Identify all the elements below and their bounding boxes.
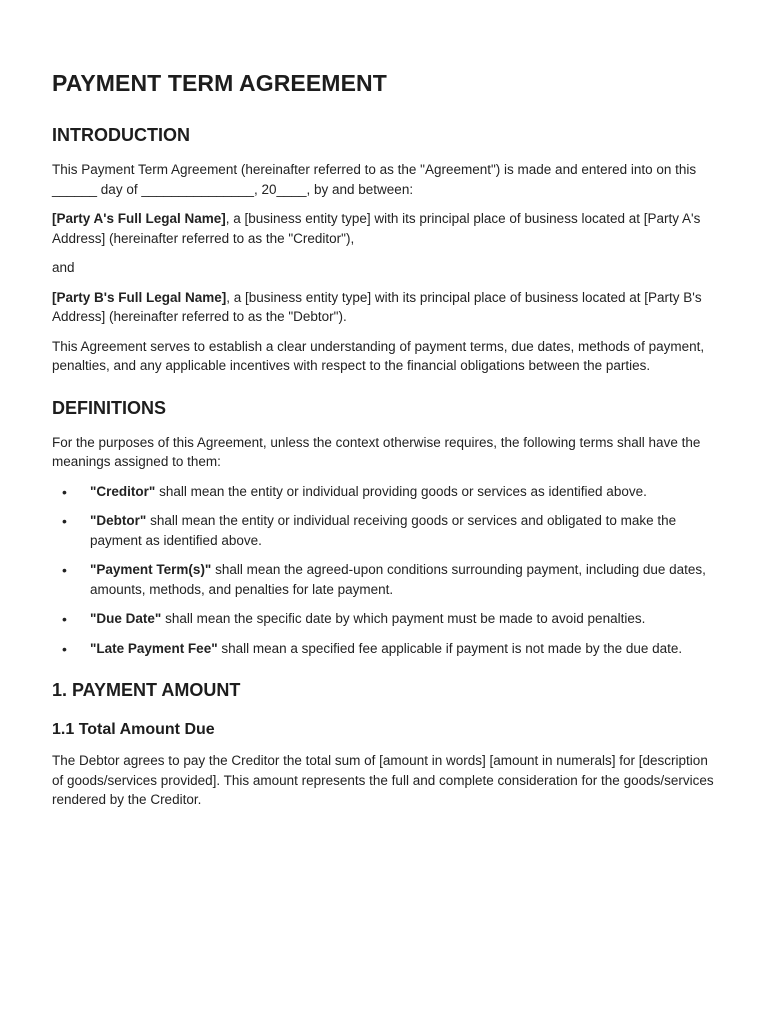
definition-term: "Payment Term(s)" [90, 562, 212, 577]
introduction-paragraph: This Payment Term Agreement (hereinafter referred to as the "Agreement") is made and entered into on this ______ day of _______________, 20____, by and between: [52, 162, 697, 197]
definition-text: shall mean the agreed-upon conditions surrounding payment, including due dates, amounts, methods, and penalties for late payment. [90, 562, 706, 597]
definition-term: "Due Date" [90, 611, 162, 626]
definition-item [90, 639, 718, 659]
introduction-section [52, 125, 718, 376]
party-a-name: [Party A's Full Legal Name] [52, 211, 226, 226]
and-paragraph: and [52, 260, 75, 275]
definition-term: "Creditor" [90, 483, 156, 499]
definitions-heading: DEFINITIONS [52, 397, 167, 418]
introduction-heading: INTRODUCTION [52, 125, 190, 145]
total-amount-paragraph: The Debtor agrees to pay the Creditor the total sum of [amount in words] [amount in numerals] for [description of goods/services provided]. This amount represents the full and complete consideration for the goods/services rendered by the Creditor. [52, 753, 714, 807]
definition-item [90, 482, 718, 502]
definition-text: shall mean the entity or individual receiving goods or services and obligated to make the payment as identified above. [90, 513, 677, 548]
total-amount-due-heading: 1.1 Total Amount Due [52, 721, 215, 738]
definition-text: shall mean a specified fee applicable if payment is not made by the due date. [217, 640, 683, 656]
definition-term: "Late Payment Fee" [90, 640, 218, 656]
definitions-intro: For the purposes of this Agreement, unless the context otherwise requires, the following terms shall have the meanings assigned to them: [52, 434, 701, 469]
definition-text: shall mean the specific date by which payment must be made to avoid penalties. [161, 611, 646, 626]
party-b-name: [Party B's Full Legal Name] [52, 289, 227, 305]
party-a-details: , a [business entity type] with its principal place of business located at [Party A's Address] (hereinafter referred to as the "Creditor"), [52, 211, 701, 246]
party-b-paragraph [52, 288, 718, 327]
party-b-details: , a [business entity type] with its principal place of business located at [Party B's Address] (hereinafter referred to as the "Debtor"). [52, 289, 702, 324]
definition-term: "Debtor" [90, 513, 147, 528]
definition-item [90, 511, 718, 550]
definitions-section [52, 398, 718, 659]
definition-item [90, 560, 718, 599]
document-title: PAYMENT TERM AGREEMENT [52, 70, 387, 96]
definition-item [90, 609, 718, 629]
party-a-paragraph [52, 209, 718, 248]
payment-amount-heading: 1. PAYMENT AMOUNT [52, 680, 241, 700]
payment-amount-section [52, 680, 718, 810]
definition-text: shall mean the entity or individual providing goods or services as identified above. [155, 483, 647, 499]
purpose-paragraph: This Agreement serves to establish a clear understanding of payment terms, due dates, methods of payment, penalties, and any applicable incentives with respect to the financial obligations between the parties. [52, 338, 705, 373]
definitions-list [52, 482, 718, 659]
